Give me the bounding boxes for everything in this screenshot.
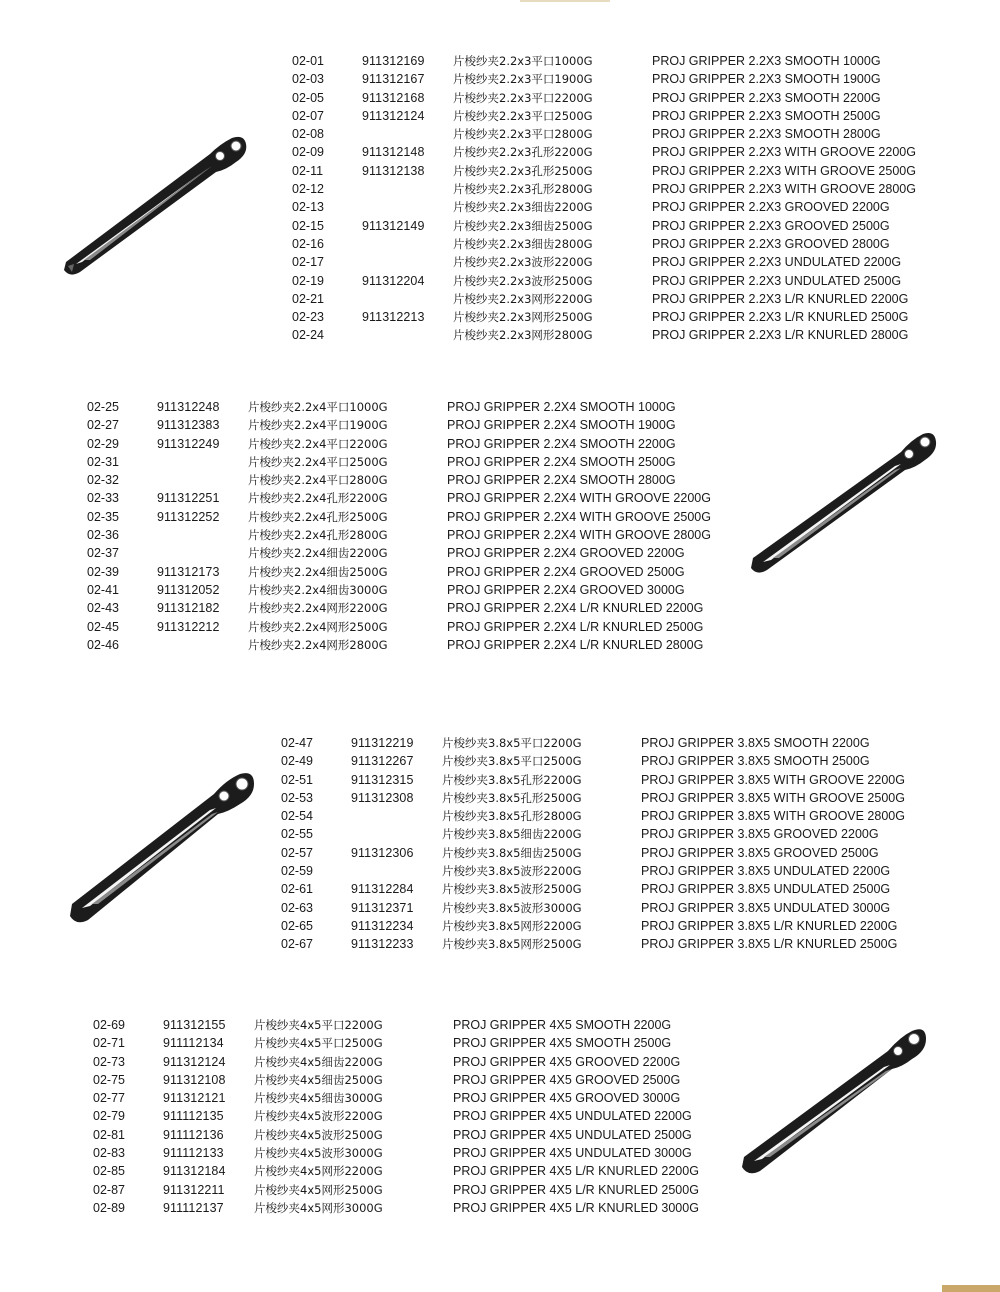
item-code: 02-27 [87, 418, 119, 433]
chinese-description: 片梭纱夹3.8x5波形2500G [442, 882, 582, 897]
chinese-description: 片梭纱夹4x5网形3000G [254, 1200, 383, 1215]
chinese-description: 片梭纱夹2.2x3网形2800G [453, 328, 593, 343]
chinese-description: 片梭纱夹2.2x4平口2800G [248, 473, 388, 488]
chinese-description: 片梭纱夹2.2x3细齿2500G [453, 218, 593, 233]
projectile-gripper-icon [70, 773, 254, 922]
part-number: 911312248 [157, 400, 220, 414]
item-code: 02-45 [87, 619, 119, 634]
item-code: 02-33 [87, 491, 119, 506]
chinese-description: 片梭纱夹3.8x5孔形2500G [442, 790, 582, 805]
item-code: 02-08 [292, 127, 324, 142]
english-description: PROJ GRIPPER 2.2X4 WITH GROOVE 2500G [447, 509, 711, 524]
part-number: 911312284 [351, 882, 414, 897]
chinese-description: 片梭纱夹2.2x3波形2200G [453, 255, 593, 270]
item-code: 02-46 [87, 637, 119, 652]
english-description: PROJ GRIPPER 2.2X4 SMOOTH 2500G [447, 454, 676, 469]
item-code: 02-12 [292, 182, 324, 197]
item-code: 02-24 [292, 328, 324, 343]
part-number: 911312234 [351, 918, 414, 933]
english-description: PROJ GRIPPER 2.2X3 UNDULATED 2500G [652, 273, 902, 288]
english-description: PROJ GRIPPER 2.2X3 WITH GROOVE 2800G [652, 182, 916, 197]
english-description: PROJ GRIPPER 4X5 L/R KNURLED 3000G [453, 1200, 699, 1215]
chinese-description: 片梭纱夹2.2x4孔形2200G [248, 491, 388, 506]
chinese-description: 片梭纱夹2.2x4网形2500G [248, 619, 388, 634]
item-code: 02-85 [93, 1164, 125, 1179]
item-code: 02-55 [281, 827, 313, 842]
part-number: 911112133 [163, 1146, 224, 1161]
part-number: 911312383 [157, 418, 220, 433]
item-code: 02-01 [292, 54, 324, 68]
english-description: PROJ GRIPPER 4X5 GROOVED 3000G [453, 1091, 681, 1106]
item-code: 02-57 [281, 845, 313, 860]
item-code: 02-11 [292, 163, 324, 178]
item-code: 02-71 [93, 1036, 125, 1051]
english-description: PROJ GRIPPER 4X5 SMOOTH 2500G [453, 1036, 672, 1051]
english-description: PROJ GRIPPER 3.8X5 SMOOTH 2500G [641, 754, 870, 769]
chinese-description: 片梭纱夹3.8x5孔形2200G [442, 772, 582, 787]
chinese-description: 片梭纱夹4x5细齿2200G [254, 1054, 383, 1069]
projectile-gripper-icon [742, 1029, 926, 1173]
part-number: 911312252 [157, 509, 220, 524]
top-accent-bar [520, 0, 610, 2]
english-description: PROJ GRIPPER 3.8X5 UNDULATED 2500G [641, 882, 891, 897]
item-code: 02-37 [87, 546, 119, 561]
part-number: 911312212 [157, 619, 220, 634]
gripper-4x5-image [738, 1025, 928, 1175]
projectile-gripper-icon [64, 137, 246, 275]
item-code: 02-51 [281, 772, 313, 787]
chinese-description: 片梭纱夹3.8x5网形2500G [442, 937, 582, 952]
english-description: PROJ GRIPPER 2.2X3 SMOOTH 2200G [652, 90, 881, 105]
english-description: PROJ GRIPPER 3.8X5 WITH GROOVE 2200G [641, 772, 905, 787]
chinese-description: 片梭纱夹2.2x3平口2800G [453, 127, 593, 142]
chinese-description: 片梭纱夹4x5细齿3000G [254, 1091, 383, 1106]
english-description: PROJ GRIPPER 2.2X4 L/R KNURLED 2800G [447, 637, 704, 652]
item-code: 02-03 [292, 72, 324, 87]
item-code: 02-07 [292, 108, 324, 123]
chinese-description: 片梭纱夹4x5网形2200G [254, 1164, 383, 1179]
english-description: PROJ GRIPPER 2.2X4 GROOVED 3000G [447, 582, 685, 597]
english-description: PROJ GRIPPER 2.2X3 UNDULATED 2200G [652, 255, 902, 270]
part-number: 911312168 [362, 90, 425, 105]
item-code: 02-59 [281, 864, 313, 879]
part-number: 911312124 [163, 1054, 226, 1069]
item-code: 02-61 [281, 882, 313, 897]
english-description: PROJ GRIPPER 4X5 GROOVED 2500G [453, 1072, 681, 1087]
english-description: PROJ GRIPPER 2.2X4 WITH GROOVE 2200G [447, 491, 711, 506]
chinese-description: 片梭纱夹2.2x4孔形2800G [248, 528, 388, 543]
english-description: PROJ GRIPPER 2.2X4 GROOVED 2200G [447, 546, 685, 561]
item-code: 02-39 [87, 564, 119, 579]
item-code: 02-69 [93, 1018, 125, 1032]
chinese-description: 片梭纱夹2.2x3孔形2800G [453, 182, 593, 197]
part-number: 911312184 [163, 1164, 226, 1179]
chinese-description: 片梭纱夹3.8x5细齿2500G [442, 845, 582, 860]
english-description: PROJ GRIPPER 2.2X3 SMOOTH 1000G [652, 54, 881, 68]
item-code: 02-63 [281, 900, 313, 915]
item-code: 02-16 [292, 236, 324, 251]
chinese-description: 片梭纱夹2.2x4细齿2500G [248, 564, 388, 579]
item-code: 02-13 [292, 200, 324, 215]
chinese-description: 片梭纱夹2.2x3波形2500G [453, 273, 593, 288]
item-code: 02-73 [93, 1054, 125, 1069]
part-number: 911312371 [351, 900, 414, 915]
chinese-description: 片梭纱夹4x5平口2200G [254, 1018, 383, 1032]
gripper-3.8x5-image [66, 770, 256, 926]
part-number: 911312108 [163, 1072, 226, 1087]
chinese-description: 片梭纱夹2.2x4细齿3000G [248, 582, 388, 597]
english-description: PROJ GRIPPER 2.2X4 SMOOTH 1000G [447, 400, 676, 414]
item-code: 02-41 [87, 582, 119, 597]
item-code: 02-15 [292, 218, 324, 233]
english-description: PROJ GRIPPER 3.8X5 GROOVED 2500G [641, 845, 879, 860]
projectile-gripper-icon [751, 433, 936, 573]
item-code: 02-54 [281, 809, 313, 824]
english-description: PROJ GRIPPER 2.2X3 WITH GROOVE 2500G [652, 163, 916, 178]
part-number: 911112137 [163, 1200, 224, 1215]
chinese-description: 片梭纱夹2.2x4网形2200G [248, 601, 388, 616]
part-number: 911312211 [163, 1182, 225, 1197]
chinese-description: 片梭纱夹2.2x3细齿2200G [453, 200, 593, 215]
english-description: PROJ GRIPPER 2.2X4 SMOOTH 2200G [447, 436, 676, 451]
item-code: 02-32 [87, 473, 119, 488]
chinese-description: 片梭纱夹3.8x5波形2200G [442, 864, 582, 879]
part-number: 911312124 [362, 108, 425, 123]
chinese-description: 片梭纱夹4x5波形3000G [254, 1146, 383, 1161]
english-description: PROJ GRIPPER 4X5 L/R KNURLED 2200G [453, 1164, 699, 1179]
chinese-description: 片梭纱夹2.2x3网形2500G [453, 310, 593, 325]
english-description: PROJ GRIPPER 4X5 UNDULATED 2500G [453, 1127, 692, 1142]
chinese-description: 片梭纱夹2.2x4孔形2500G [248, 509, 388, 524]
chinese-description: 片梭纱夹2.2x3平口2500G [453, 108, 593, 123]
item-code: 02-65 [281, 918, 313, 933]
chinese-description: 片梭纱夹2.2x3细齿2800G [453, 236, 593, 251]
english-description: PROJ GRIPPER 2.2X3 L/R KNURLED 2200G [652, 291, 909, 306]
chinese-description: 片梭纱夹4x5网形2500G [254, 1182, 383, 1197]
chinese-description: 片梭纱夹2.2x3孔形2500G [453, 163, 593, 178]
chinese-description: 片梭纱夹3.8x5波形3000G [442, 900, 582, 915]
english-description: PROJ GRIPPER 4X5 GROOVED 2200G [453, 1054, 681, 1069]
chinese-description: 片梭纱夹3.8x5网形2200G [442, 918, 582, 933]
chinese-description: 片梭纱夹2.2x4平口2500G [248, 454, 388, 469]
english-description: PROJ GRIPPER 4X5 UNDULATED 3000G [453, 1146, 692, 1161]
part-number: 911312308 [351, 790, 414, 805]
item-code: 02-17 [292, 255, 324, 270]
item-code: 02-21 [292, 291, 324, 306]
corner-accent-bar [942, 1285, 1000, 1292]
english-description: PROJ GRIPPER 2.2X3 SMOOTH 2500G [652, 108, 881, 123]
item-code: 02-47 [281, 736, 313, 750]
chinese-description: 片梭纱夹2.2x3平口1900G [453, 72, 593, 87]
english-description: PROJ GRIPPER 2.2X3 GROOVED 2800G [652, 236, 890, 251]
item-code: 02-75 [93, 1072, 125, 1087]
item-code: 02-83 [93, 1146, 125, 1161]
english-description: PROJ GRIPPER 2.2X3 L/R KNURLED 2500G [652, 310, 909, 325]
part-number: 911312249 [157, 436, 220, 451]
chinese-description: 片梭纱夹4x5平口2500G [254, 1036, 383, 1051]
item-code: 02-77 [93, 1091, 125, 1106]
chinese-description: 片梭纱夹4x5波形2200G [254, 1109, 383, 1124]
part-number: 911312138 [362, 163, 425, 178]
english-description: PROJ GRIPPER 2.2X4 L/R KNURLED 2500G [447, 619, 704, 634]
english-description: PROJ GRIPPER 4X5 UNDULATED 2200G [453, 1109, 692, 1124]
chinese-description: 片梭纱夹2.2x3平口2200G [453, 90, 593, 105]
part-number: 911312148 [362, 145, 425, 160]
item-code: 02-29 [87, 436, 119, 451]
gripper-2x3-image [60, 132, 250, 282]
part-number: 911312149 [362, 218, 425, 233]
english-description: PROJ GRIPPER 2.2X4 SMOOTH 2800G [447, 473, 676, 488]
part-number: 911312233 [351, 937, 414, 952]
part-number: 911312182 [157, 601, 220, 616]
chinese-description: 片梭纱夹2.2x4网形2800G [248, 637, 388, 652]
english-description: PROJ GRIPPER 4X5 L/R KNURLED 2500G [453, 1182, 699, 1197]
part-number: 911112134 [163, 1036, 224, 1051]
item-code: 02-87 [93, 1182, 125, 1197]
english-description: PROJ GRIPPER 2.2X4 SMOOTH 1900G [447, 418, 676, 433]
part-number: 911312306 [351, 845, 414, 860]
chinese-description: 片梭纱夹3.8x5平口2200G [442, 736, 582, 750]
item-code: 02-81 [93, 1127, 125, 1142]
english-description: PROJ GRIPPER 2.2X3 GROOVED 2500G [652, 218, 890, 233]
english-description: PROJ GRIPPER 3.8X5 WITH GROOVE 2800G [641, 809, 905, 824]
item-code: 02-31 [87, 454, 119, 469]
part-number: 911112136 [163, 1127, 224, 1142]
english-description: PROJ GRIPPER 4X5 SMOOTH 2200G [453, 1018, 672, 1032]
part-number: 911312219 [351, 736, 414, 750]
chinese-description: 片梭纱夹3.8x5孔形2800G [442, 809, 582, 824]
part-number: 911312213 [362, 310, 425, 325]
english-description: PROJ GRIPPER 2.2X3 WITH GROOVE 2200G [652, 145, 916, 160]
english-description: PROJ GRIPPER 2.2X4 L/R KNURLED 2200G [447, 601, 704, 616]
chinese-description: 片梭纱夹2.2x3网形2200G [453, 291, 593, 306]
part-number: 911312167 [362, 72, 425, 87]
part-number: 911112135 [163, 1109, 224, 1124]
chinese-description: 片梭纱夹2.2x4平口2200G [248, 436, 388, 451]
english-description: PROJ GRIPPER 3.8X5 L/R KNURLED 2500G [641, 937, 898, 952]
part-number: 911312169 [362, 54, 425, 68]
part-number: 911312052 [157, 582, 220, 597]
english-description: PROJ GRIPPER 3.8X5 SMOOTH 2200G [641, 736, 870, 750]
item-code: 02-67 [281, 937, 313, 952]
english-description: PROJ GRIPPER 2.2X4 WITH GROOVE 2800G [447, 528, 711, 543]
english-description: PROJ GRIPPER 3.8X5 UNDULATED 3000G [641, 900, 891, 915]
item-code: 02-53 [281, 790, 313, 805]
item-code: 02-05 [292, 90, 324, 105]
part-number: 911312251 [157, 491, 220, 506]
part-number: 911312204 [362, 273, 425, 288]
chinese-description: 片梭纱夹2.2x4平口1900G [248, 418, 388, 433]
chinese-description: 片梭纱夹2.2x3平口1000G [453, 54, 593, 68]
chinese-description: 片梭纱夹4x5细齿2500G [254, 1072, 383, 1087]
english-description: PROJ GRIPPER 2.2X3 SMOOTH 1900G [652, 72, 881, 87]
item-code: 02-35 [87, 509, 119, 524]
gripper-2x4-image [745, 428, 940, 576]
item-code: 02-19 [292, 273, 324, 288]
item-code: 02-49 [281, 754, 313, 769]
chinese-description: 片梭纱夹4x5波形2500G [254, 1127, 383, 1142]
item-code: 02-09 [292, 145, 324, 160]
chinese-description: 片梭纱夹3.8x5细齿2200G [442, 827, 582, 842]
part-number: 911312155 [163, 1018, 226, 1032]
part-number: 911312267 [351, 754, 414, 769]
part-number: 911312121 [163, 1091, 226, 1106]
chinese-description: 片梭纱夹2.2x3孔形2200G [453, 145, 593, 160]
item-code: 02-25 [87, 400, 119, 414]
chinese-description: 片梭纱夹2.2x4细齿2200G [248, 546, 388, 561]
item-code: 02-89 [93, 1200, 125, 1215]
item-code: 02-79 [93, 1109, 125, 1124]
english-description: PROJ GRIPPER 2.2X3 GROOVED 2200G [652, 200, 890, 215]
item-code: 02-36 [87, 528, 119, 543]
chinese-description: 片梭纱夹3.8x5平口2500G [442, 754, 582, 769]
english-description: PROJ GRIPPER 2.2X3 SMOOTH 2800G [652, 127, 881, 142]
part-number: 911312173 [157, 564, 220, 579]
english-description: PROJ GRIPPER 2.2X4 GROOVED 2500G [447, 564, 685, 579]
item-code: 02-23 [292, 310, 324, 325]
part-number: 911312315 [351, 772, 414, 787]
english-description: PROJ GRIPPER 2.2X3 L/R KNURLED 2800G [652, 328, 909, 343]
english-description: PROJ GRIPPER 3.8X5 WITH GROOVE 2500G [641, 790, 905, 805]
chinese-description: 片梭纱夹2.2x4平口1000G [248, 400, 388, 414]
english-description: PROJ GRIPPER 3.8X5 L/R KNURLED 2200G [641, 918, 898, 933]
english-description: PROJ GRIPPER 3.8X5 GROOVED 2200G [641, 827, 879, 842]
english-description: PROJ GRIPPER 3.8X5 UNDULATED 2200G [641, 864, 891, 879]
item-code: 02-43 [87, 601, 119, 616]
